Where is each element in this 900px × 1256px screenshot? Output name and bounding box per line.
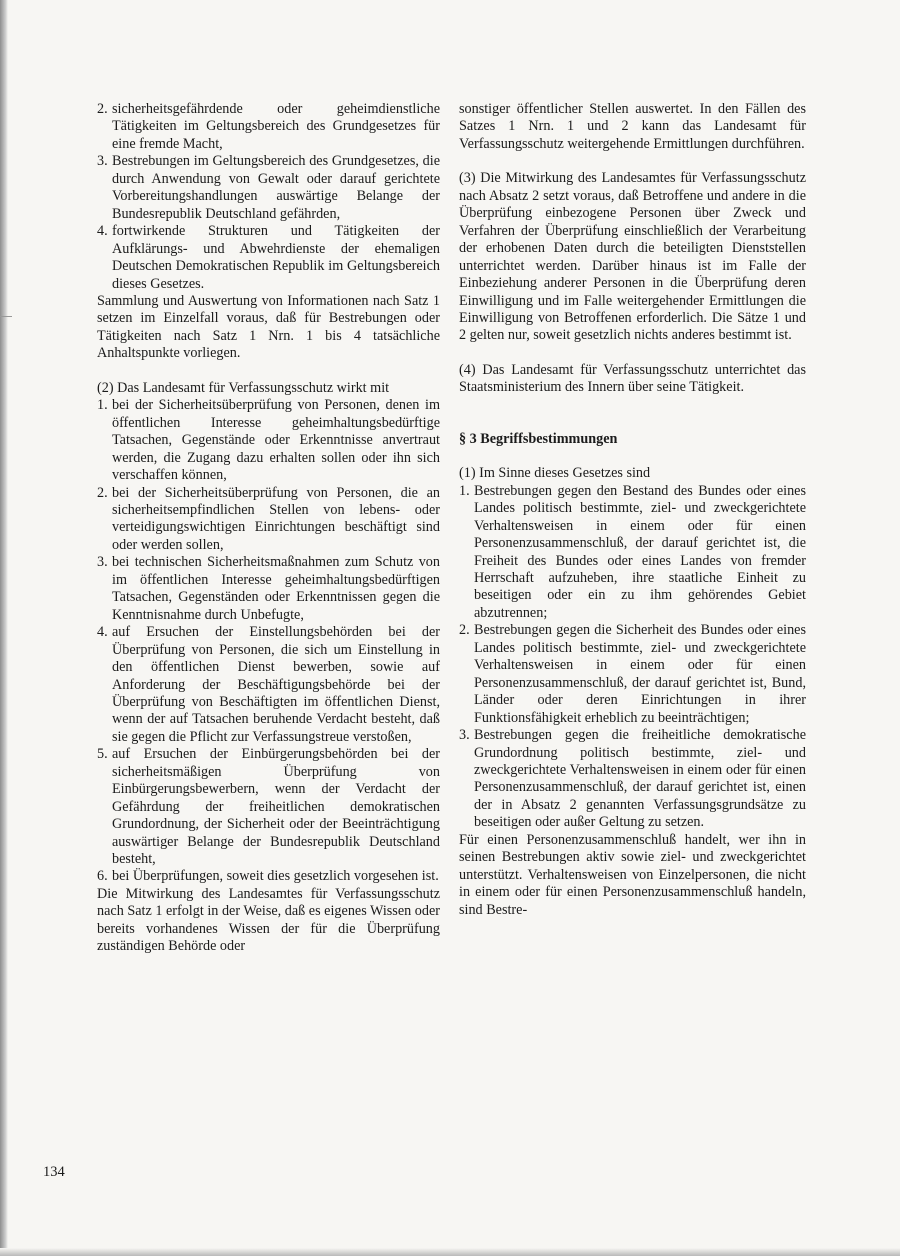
list-number: 4. xyxy=(97,223,108,240)
paragraph: Sammlung und Auswertung von Informationen nach Satz 1 setzen im Einzelfall voraus, daß für Bestrebungen oder Tätigkeiten nach Satz 1 Nrn. 1 bis 4 tatsächliche Anhaltspunkte vorliegen. xyxy=(97,292,440,362)
list-number: 2. xyxy=(97,101,108,117)
list-item xyxy=(97,624,440,746)
list-text: auf Ersuchen der Einbürgerungsbehörden bei der sicherheitsmäßigen Überprüfung von Einbürgerungsbewerbern, wenn der Verdacht der Gefährdung der freiheitlichen demokratischen Grundordnung, der Sicherheit oder der Beeinträchtigung auswärtiger Belange der Bundesrepublik Deutschland besteht, xyxy=(112,746,440,868)
right-column xyxy=(459,101,806,919)
scan-margin-mark xyxy=(0,316,12,317)
list-item xyxy=(97,153,440,223)
list-item xyxy=(459,622,806,727)
list-item xyxy=(97,223,440,293)
list-text: Bestrebungen gegen den Bestand des Bundes oder eines Landes politisch bestimmte, ziel- und zweckgerichtete Verhaltensweisen in einem oder für einen Personenzusammenschluß, der darauf gerichtet ist, die Freiheit des Bundes oder eines Landes von fremder Herrschaft aufzuheben, ihre staatliche Einheit zu beseitigen oder ein zu ihm gehörendes Gebiet abzutrennen; xyxy=(474,482,806,621)
section-heading: § 3 Begriffsbestimmungen xyxy=(459,430,618,447)
list-number: 4. xyxy=(97,624,108,641)
paragraph: (3) Die Mitwirkung des Landesamtes für Verfassungsschutz nach Absatz 2 setzt voraus, daß Betroffene und andere in die Überprüfung einbezogene Personen über Zweck und Verfahren der Überprüfung einschließlich der Verarbeitung der erhobenen Daten durch die beteiligten Dienststellen unterrichtet werden. Darüber hinaus ist im Falle der Einbeziehung anderer Personen in die Überprüfung deren Einwilligung und im Falle weitergehender Ermittlungen die Einwilligung von Betroffenen erforderlich. Die Sätze 1 und 2 gelten nur, soweit gesetzlich nichts anderes bestimmt ist. xyxy=(459,170,806,344)
left-column xyxy=(97,101,440,956)
list-text: auf Ersuchen der Einstellungsbehörden bei der Überprüfung von Personen, die sich um Einstellung in den öffentlichen Dienst bewerben, sowie auf Anforderung der Beschäftigungsbehörde bei der Überprüfung von Beschäftigten im öffentlichen Dienst, wenn der auf Tatsachen beruhende Verdacht besteht, daß sie gegen die Pflicht zur Verfassungstreue verstoßen, xyxy=(112,624,440,745)
list-text: bei der Sicherheitsüberprüfung von Personen, die an sicherheitsempfindlichen Stellen von lebens- oder verteidigungswichtigen Einrichtungen beschäftigt sind oder werden sollen, xyxy=(112,484,440,553)
list-item xyxy=(97,397,440,484)
list-item xyxy=(459,483,806,623)
list-text: bei Überprüfungen, soweit dies gesetzlich vorgesehen ist. xyxy=(112,868,439,885)
page-number: 134 xyxy=(43,1164,65,1180)
list-text: sicherheitsgefährdende oder geheimdienstliche Tätigkeiten im Geltungsbereich des Grundgesetzes für eine fremde Macht, xyxy=(112,101,440,152)
list-text: Bestrebungen gegen die freiheitliche demokratische Grundordnung politisch bestimmte, ziel- und zweckgerichtete Verhaltensweisen in einem oder für einen Personenzusammenschluß, der darauf gerichtet ist, einen der in Absatz 2 genannten Verfassungsgrundsätze zu beseitigen oder außer Geltung zu setzen. xyxy=(474,727,806,831)
list-number: 1. xyxy=(459,482,470,499)
list-item xyxy=(97,868,440,885)
list-text: bei der Sicherheitsüberprüfung von Personen, denen im öffentlichen Interesse geheimhaltungsbedürftige Tatsachen, Gegenstände oder Erkenntnisse anvertraut werden, die Zugang dazu erhalten sollen oder ihn sich verschaffen können, xyxy=(112,397,440,484)
list-item xyxy=(97,101,440,153)
list-text: bei technischen Sicherheitsmaßnahmen zum Schutz von im öffentlichen Interesse geheimhaltungsbedürftigen Tatsachen, Gegenständen oder Erkenntnissen gegen die Kenntnisnahme durch Unbefugte, xyxy=(112,554,440,623)
list-number: 6. xyxy=(97,868,108,885)
paragraph: sonstiger öffentlicher Stellen auswertet. In den Fällen des Satzes 1 Nrn. 1 und 2 kann das Landesamt für Verfassungsschutz weitergehende Ermittlungen durchführen. xyxy=(459,101,806,152)
list-number: 3. xyxy=(459,727,470,744)
list-item xyxy=(97,746,440,868)
paragraph: (2) Das Landesamt für Verfassungsschutz wirkt mit xyxy=(97,379,390,396)
list-number: 2. xyxy=(459,622,470,639)
paragraph: (1) Im Sinne dieses Gesetzes sind xyxy=(459,465,651,482)
list-text: Bestrebungen gegen die Sicherheit des Bundes oder eines Landes politisch bestimmte, ziel- und zweckgerichtete Verhaltensweisen in einem oder für einen Personenzusammenschluß, der darauf gerichtet ist, Bund, Länder oder deren Einrichtungen in ihrer Funktionsfähigkeit erheblich zu beeinträchtigen; xyxy=(474,622,806,726)
scan-left-edge xyxy=(0,0,8,1256)
list-number: 3. xyxy=(97,554,108,571)
list-item xyxy=(97,554,440,624)
list-text: Bestrebungen im Geltungsbereich des Grundgesetzes, die durch Anwendung von Gewalt oder darauf gerichtete Vorbereitungshandlungen auswärtige Belange der Bundesrepublik Deutschland gefährden, xyxy=(112,153,440,222)
list-text: fortwirkende Strukturen und Tätigkeiten der Aufklärungs- und Abwehrdienste der ehemaligen Deutschen Demokratischen Republik im Geltungsbereich dieses Gesetzes. xyxy=(112,223,440,292)
list-number: 1. xyxy=(97,397,108,414)
paragraph: (4) Das Landesamt für Verfassungsschutz unterrichtet das Staatsministerium des Innern über seine Tätigkeit. xyxy=(459,361,806,396)
list-item xyxy=(459,727,806,832)
list-number: 3. xyxy=(97,153,108,170)
list-item xyxy=(97,485,440,555)
scan-bottom-edge xyxy=(0,1248,900,1256)
paragraph: Die Mitwirkung des Landesamtes für Verfassungsschutz nach Satz 1 erfolgt in der Weise, daß es eigenes Wissen oder bereits vorhandenes Wissen der für die Überprüfung zuständigen Behörde oder xyxy=(97,885,440,955)
list-number: 5. xyxy=(97,746,108,763)
list-number: 2. xyxy=(97,484,108,501)
paragraph: Für einen Personenzusammenschluß handelt, wer ihn in seinen Bestrebungen aktiv sowie ziel- und zweckgerichtet unterstützt. Verhaltensweisen von Einzelpersonen, die nicht in einem oder für einen Personenzusammenschluß handeln, sind Bestre- xyxy=(459,831,806,918)
